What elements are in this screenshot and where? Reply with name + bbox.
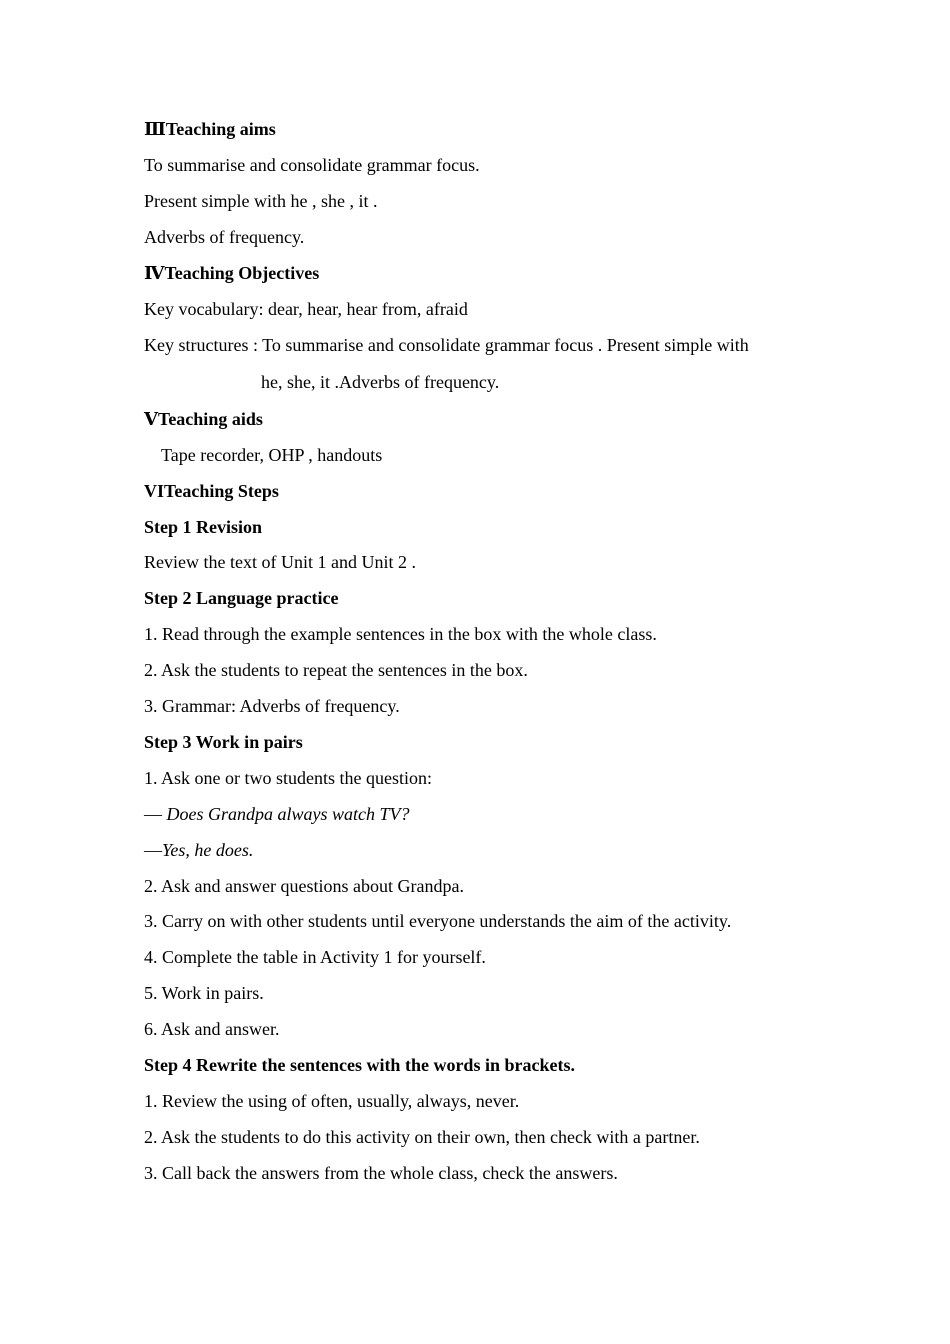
roman-numeral: Ⅲ <box>144 119 166 139</box>
step-1-heading: Step 1 Revision <box>144 517 263 537</box>
section-heading-teaching-aids <box>144 408 263 430</box>
roman-numeral: Ⅴ <box>144 409 158 429</box>
list-item: 2. Ask the students to repeat the sentences in the box. <box>144 660 528 680</box>
section-heading-teaching-aims <box>144 118 276 140</box>
dialogue-dash: — <box>144 840 162 860</box>
paragraph-line: Review the text of Unit 1 and Unit 2 . <box>144 552 416 572</box>
list-item: 3. Carry on with other students until everyone understands the aim of the activity. <box>144 911 732 931</box>
list-item: 2. Ask the students to do this activity on their own, then check with a partner. <box>144 1127 700 1147</box>
list-item: 3. Grammar: Adverbs of frequency. <box>144 696 400 716</box>
heading-text: Teaching Objectives <box>164 263 320 283</box>
list-item: 3. Call back the answers from the whole class, check the answers. <box>144 1163 618 1183</box>
paragraph-line: Adverbs of frequency. <box>144 227 305 247</box>
teaching-aids-line: Tape recorder, OHP , handouts <box>161 445 383 465</box>
paragraph-line: Present simple with he , she , it . <box>144 191 378 211</box>
paragraph-line: To summarise and consolidate grammar focus. <box>144 155 480 175</box>
key-structures-line: Key structures : To summarise and consolidate grammar focus . Present simple with <box>144 335 749 355</box>
step-2-heading: Step 2 Language practice <box>144 588 339 608</box>
list-item: 4. Complete the table in Activity 1 for yourself. <box>144 947 486 967</box>
heading-text: Teaching aids <box>157 409 263 429</box>
section-heading-teaching-objectives <box>144 262 319 284</box>
list-item: 1. Read through the example sentences in the box with the whole class. <box>144 624 657 644</box>
roman-numeral: Ⅳ <box>144 263 165 283</box>
list-item: 1. Ask one or two students the question: <box>144 768 432 788</box>
dialogue-answer <box>144 839 253 861</box>
step-3-heading: Step 3 Work in pairs <box>144 732 303 752</box>
dialogue-answer-text: Yes, he does. <box>162 840 254 860</box>
list-item: 5. Work in pairs. <box>144 983 264 1003</box>
section-heading-teaching-steps: VITeaching Steps <box>144 481 279 501</box>
list-item: 2. Ask and answer questions about Grandpa. <box>144 876 464 896</box>
dialogue-dash: — <box>144 804 167 824</box>
key-structures-continuation: he, she, it .Adverbs of frequency. <box>261 372 500 392</box>
dialogue-question-text: Does Grandpa always watch TV? <box>166 804 410 824</box>
list-item: 6. Ask and answer. <box>144 1019 280 1039</box>
heading-text: Teaching aims <box>165 119 276 139</box>
list-item: 1. Review the using of often, usually, always, never. <box>144 1091 520 1111</box>
step-4-heading: Step 4 Rewrite the sentences with the words in brackets. <box>144 1055 575 1075</box>
dialogue-question <box>144 803 410 825</box>
key-vocabulary-line: Key vocabulary: dear, hear, hear from, afraid <box>144 299 468 319</box>
